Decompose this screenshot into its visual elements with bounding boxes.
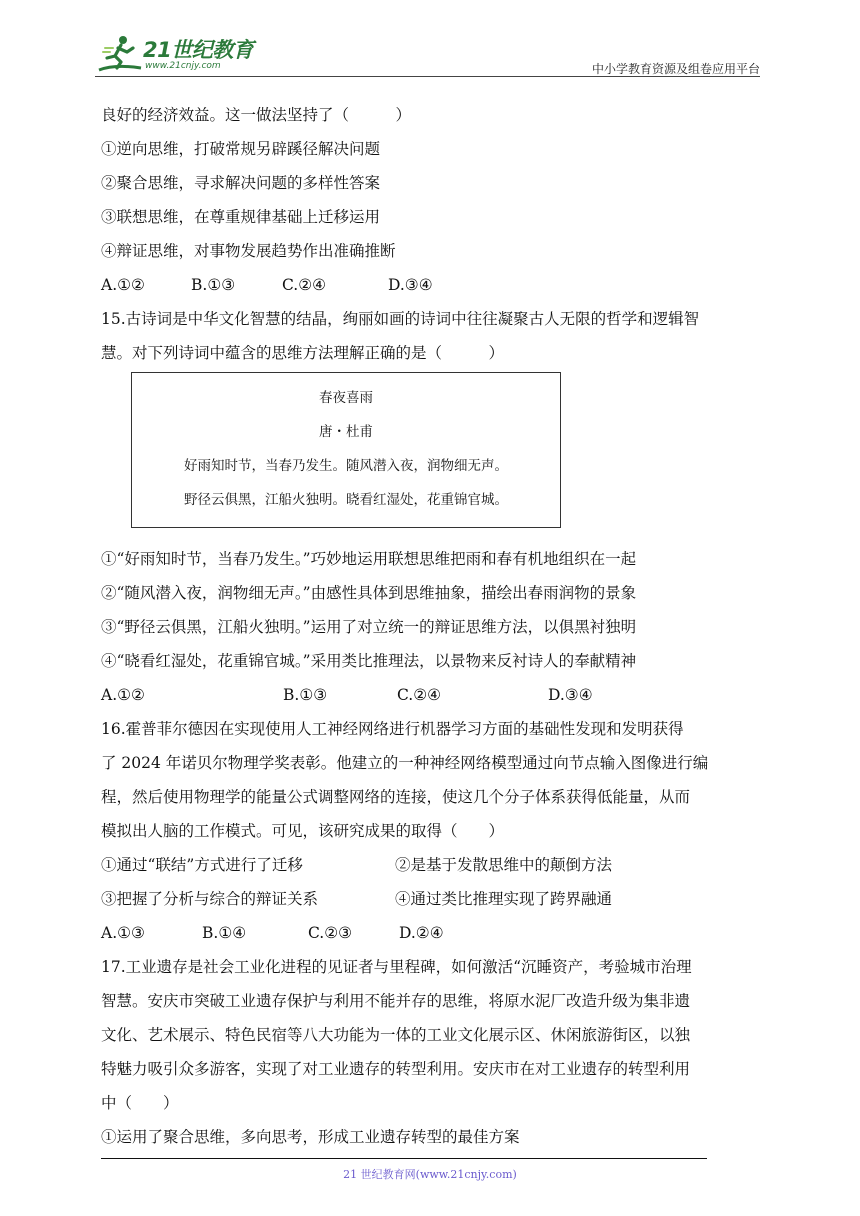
page-header (95, 30, 760, 80)
runner-logo-icon (95, 34, 145, 76)
q17-stem-line-4: 特魅力吸引众多游客，实现了对工业遗存的转型利用。安庆市在对工业遗存的转型利用 (101, 1060, 691, 1078)
poem-title: 春夜喜雨 (319, 390, 373, 406)
q15-item-3: ③“野径云俱黑，江船火独明。”运用了对立统一的辩证思维方法，以俱黑衬独明 (101, 618, 637, 636)
poem-line-2: 野径云俱黑，江船火独明。晓看红湿处，花重锦官城。 (184, 492, 508, 508)
q16-option-d: D.②④ (399, 924, 444, 942)
page-footer: 21 世纪教育网(www.21cnjy.com) (343, 1168, 517, 1181)
q16-option-c: C.②③ (308, 924, 353, 942)
q17-stem-line-2: 智慧。安庆市突破工业遗存保护与利用不能并存的思维，将原水泥厂改造升级为集非遗 (101, 992, 691, 1010)
logo-text: 21世纪教育 (143, 38, 254, 62)
q14-stem-tail: 良好的经济效益。这一做法坚持了（ ） (101, 106, 412, 124)
q17-stem-line-1: 17.工业遗存是社会工业化进程的见证者与里程碑，如何激活“沉睡资产，考验城市治理 (101, 958, 692, 976)
q16-items-row-1 (101, 848, 761, 882)
q16-options (101, 916, 761, 950)
q14-item-2: ②聚合思维，寻求解决问题的多样性答案 (101, 174, 381, 192)
header-divider (95, 76, 760, 77)
logo-url: www.21cnjy.com (145, 61, 221, 71)
q16-stem-line-4: 模拟出人脑的工作模式。可见，该研究成果的取得（ ） (101, 822, 505, 840)
q14-option-b: B.①③ (191, 276, 236, 294)
header-platform-label: 中小学教育资源及组卷应用平台 (591, 62, 760, 76)
q16-option-a: A.①③ (101, 924, 145, 942)
q15-stem-line-2: 慧。对下列诗词中蕴含的思维方法理解正确的是（ ） (101, 344, 505, 362)
q16-option-b: B.①④ (202, 924, 247, 942)
q15-option-a: A.①② (101, 686, 145, 704)
q15-stem-line-1: 15.古诗词是中华文化智慧的结晶，绚丽如画的诗词中往往凝聚古人无限的哲学和逻辑智 (101, 310, 700, 328)
q16-item-1: ①通过“联结”方式进行了迁移 (101, 856, 303, 874)
footer-divider (101, 1158, 707, 1159)
q14-item-3: ③联想思维，在尊重规律基础上迁移运用 (101, 208, 381, 226)
q15-option-c: C.②④ (397, 686, 442, 704)
q16-stem-line-1: 16.霍普菲尔德因在实现使用人工神经网络进行机器学习方面的基础性发现和发明获得 (101, 720, 684, 738)
q16-stem-line-3: 程，然后使用物理学的能量公式调整网络的连接，使这几个分子体系获得低能量，从而 (101, 788, 691, 806)
q17-stem-line-5: 中（ ） (101, 1094, 179, 1112)
q15-item-4: ④“晓看红湿处，花重锦官城。”采用类比推理法，以景物来反衬诗人的奉献精神 (101, 652, 637, 670)
q15-item-2: ②“随风潜入夜，润物细无声。”由感性具体到思维抽象，描绘出春雨润物的景象 (101, 584, 637, 602)
logo (95, 34, 265, 76)
q14-options (101, 268, 761, 302)
q15-options (101, 678, 761, 712)
q15-option-d: D.③④ (548, 686, 593, 704)
q14-option-d: D.③④ (388, 276, 433, 294)
q17-stem-line-3: 文化、艺术展示、特色民宿等八大功能为一体的工业文化展示区、休闲旅游街区，以独 (101, 1026, 691, 1044)
poem-line-1: 好雨知时节，当春乃发生。随风潜入夜，润物细无声。 (184, 458, 508, 474)
q16-stem-line-2: 了 2024 年诺贝尔物理学奖表彰。他建立的一种神经网络模型通过向节点输入图像进行编 (101, 754, 709, 772)
poem-box (131, 372, 561, 528)
q16-item-2: ②是基于发散思维中的颠倒方法 (395, 856, 613, 874)
poem-author: 唐・杜甫 (319, 424, 373, 440)
q17-item-1: ①运用了聚合思维，多向思考，形成工业遗存转型的最佳方案 (101, 1128, 520, 1146)
q16-item-4: ④通过类比推理实现了跨界融通 (395, 890, 613, 908)
q16-item-3: ③把握了分析与综合的辩证关系 (101, 890, 319, 908)
q14-option-c: C.②④ (282, 276, 327, 294)
q15-item-1: ①“好雨知时节，当春乃发生。”巧妙地运用联想思维把雨和春有机地组织在一起 (101, 550, 637, 568)
q14-item-4: ④辩证思维，对事物发展趋势作出准确推断 (101, 242, 396, 260)
q14-option-a: A.①② (101, 276, 145, 294)
q16-items-row-2 (101, 882, 761, 916)
document-body (101, 98, 761, 1154)
q14-item-1: ①逆向思维，打破常规另辟蹊径解决问题 (101, 140, 381, 158)
q15-option-b: B.①③ (283, 686, 328, 704)
